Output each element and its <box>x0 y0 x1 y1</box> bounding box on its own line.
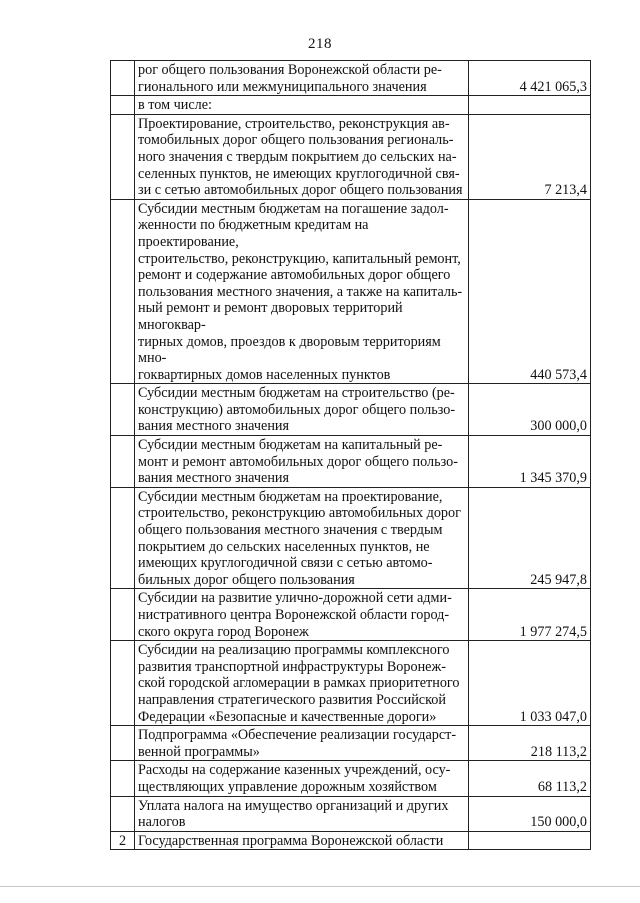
row-amount-cell: 245 947,8 <box>469 487 591 589</box>
row-number-cell <box>111 796 135 831</box>
table-row <box>111 487 591 589</box>
table-row <box>111 726 591 761</box>
row-name-cell: Расходы на содержание казенных учреждений, осу- ществляющих управление дорожным хозяйством <box>135 761 469 796</box>
row-name-cell: Субсидии на реализацию программы комплексного развития транспортной инфраструктуры Воронеж- ской городской агломерации в рамках приоритетного направления стратегического развития Российской Федерации «Безопасные и качественные дороги» <box>135 641 469 726</box>
row-amount-cell: 4 421 065,3 <box>469 61 591 96</box>
row-amount-cell: 1 033 047,0 <box>469 641 591 726</box>
row-amount-cell: 1 345 370,9 <box>469 436 591 488</box>
row-number-cell <box>111 61 135 96</box>
row-name-cell: Подпрограмма «Обеспечение реализации государст- венной программы» <box>135 726 469 761</box>
table-row <box>111 641 591 726</box>
page-number: 218 <box>308 36 332 52</box>
row-number-cell <box>111 641 135 726</box>
row-name-cell: в том числе: <box>135 96 469 115</box>
table-row <box>111 589 591 641</box>
row-number-cell <box>111 487 135 589</box>
row-number-cell <box>111 761 135 796</box>
table-row <box>111 114 591 199</box>
row-number-cell <box>111 96 135 115</box>
row-amount-cell: 1 977 274,5 <box>469 589 591 641</box>
row-name-cell: Субсидии местным бюджетам на капитальный ре- монт и ремонт автомобильных дорог общего пользо- вания местного значения <box>135 436 469 488</box>
row-number-cell <box>111 199 135 384</box>
row-number-cell <box>111 589 135 641</box>
row-number-cell <box>111 436 135 488</box>
row-number-cell <box>111 114 135 199</box>
row-amount-cell: 7 213,4 <box>469 114 591 199</box>
row-name-cell: Субсидии местным бюджетам на погашение задол- женности по бюджетным кредитам на проектирование, строительство, реконструкцию, капитальный ремонт, ремонт и содержание автомобильных дорог общего пользования местного значения, а также на капиталь- ный ремонт и ремонт дворовых территорий многоквар- тирных домов, проездов к дворовым территориям мно- гоквартирных домов населенных пунктов <box>135 199 469 384</box>
row-name-cell: Государственная программа Воронежской области <box>135 831 469 850</box>
row-amount-cell: 150 000,0 <box>469 796 591 831</box>
table-row <box>111 61 591 96</box>
table-row <box>111 96 591 115</box>
row-number-cell: 2 <box>111 831 135 850</box>
table-row <box>111 384 591 436</box>
row-amount-cell <box>469 831 591 850</box>
page-bottom-divider <box>0 886 640 887</box>
row-amount-cell: 218 113,2 <box>469 726 591 761</box>
row-number-cell <box>111 726 135 761</box>
table-row <box>111 831 591 850</box>
row-amount-cell: 68 113,2 <box>469 761 591 796</box>
table-row <box>111 199 591 384</box>
row-name-cell: Субсидии местным бюджетам на проектирование, строительство, реконструкцию автомобильных дорог общего пользования местного значения с твердым покрытием до сельских населенных пунктов, не имеющих круглогодичной связи с сетью автомо- бильных дорог общего пользования <box>135 487 469 589</box>
budget-table <box>110 60 591 850</box>
table-row <box>111 436 591 488</box>
row-name-cell: Субсидии местным бюджетам на строительство (ре- конструкцию) автомобильных дорог общего пользо- вания местного значения <box>135 384 469 436</box>
row-name-cell: Субсидии на развитие улично-дорожной сети адми- нистративного центра Воронежской области город- ского округа город Воронеж <box>135 589 469 641</box>
row-name-cell: рог общего пользования Воронежской области ре- гионального или межмуниципального значения <box>135 61 469 96</box>
row-amount-cell: 300 000,0 <box>469 384 591 436</box>
row-amount-cell: 440 573,4 <box>469 199 591 384</box>
row-name-cell: Проектирование, строительство, реконструкция ав- томобильных дорог общего пользования региональ- ного значения с твердым покрытием до сельских на- селенных пунктов, не имеющих круглогодичной свя- зи с сетью автомобильных дорог общего пользования <box>135 114 469 199</box>
row-number-cell <box>111 384 135 436</box>
table-row <box>111 761 591 796</box>
table-row <box>111 796 591 831</box>
row-amount-cell <box>469 96 591 115</box>
row-name-cell: Уплата налога на имущество организаций и других налогов <box>135 796 469 831</box>
